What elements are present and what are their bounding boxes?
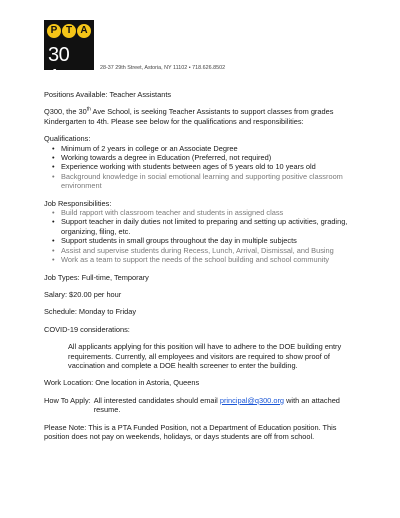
logo-wordmark: 30 Av xyxy=(48,44,70,88)
work-location: Work Location: One location in Astoria, Queens xyxy=(44,378,200,388)
responsibilities-heading: Job Responsibilities: xyxy=(44,198,112,208)
list-item: • Work as a team to support the needs of the school building and school community xyxy=(44,255,360,264)
please-note: Please Note: This is a PTA Funded Position, not a Department of Education position. This position does not pay on weekends, holidays, or days students are off from school. xyxy=(44,422,337,441)
job-types: Job Types: Full-time, Temporary xyxy=(44,272,149,282)
logo-letter-p: P xyxy=(47,24,61,38)
schedule: Schedule: Monday to Friday xyxy=(44,307,137,317)
covid-text: All applicants applying for this position will have to adhere to the DOE building entry requirements. Currently, all employees and visitors are required to show proof of vaccination and complete a DOE health screener to enter the building. xyxy=(68,342,342,370)
how-to-apply xyxy=(44,396,360,415)
qualifications-heading: Qualifications: xyxy=(44,134,91,144)
intro-paragraph xyxy=(44,107,360,126)
list-item: • Assist and supervise students during Recess, Lunch, Arrival, Dismissal, and Busing xyxy=(44,246,360,255)
intro-superscript: th xyxy=(86,106,91,113)
list-item: • Minimum of 2 years in college or an Associate Degree xyxy=(44,144,360,153)
salary: Salary: $20.00 per hour xyxy=(44,289,122,299)
list-item: • Build rapport with classroom teacher and students in assigned class xyxy=(44,208,360,217)
page-title: Positions Available: Teacher Assistants xyxy=(44,90,172,99)
logo-letter-t: T xyxy=(62,24,76,38)
pta-letter-circles xyxy=(47,24,91,38)
school-address: 28-37 29th Street, Astoria, NY 11102 • 718.626.8502 xyxy=(100,65,226,71)
how-to-apply-label: How To Apply: xyxy=(44,395,91,405)
responsibilities-list xyxy=(44,208,360,264)
email-link[interactable]: principal@q300.org xyxy=(219,395,285,405)
how-to-apply-text xyxy=(94,396,360,415)
how-to-apply-after: with an attached resume. xyxy=(93,395,340,415)
qualifications-list xyxy=(44,144,360,191)
list-item: • Support students in small groups throughout the day in multiple subjects xyxy=(44,236,360,245)
list-item: • Experience working with students between ages of 5 years old to 10 years old xyxy=(44,162,360,171)
how-to-apply-before: All interested candidates should email xyxy=(93,395,220,405)
pta-logo xyxy=(44,20,94,88)
intro-text-start: Q300, the 30 xyxy=(44,107,87,117)
list-item: • Support teacher in daily duties not limited to preparing and setting up activities, grading, organizing, filing, etc. xyxy=(44,217,360,236)
document-body xyxy=(44,90,360,441)
intro-text-end: Ave School, is seeking Teacher Assistants to support classes from grades Kindergarten to 4th. Please see below for the qualifications and responsibilities: xyxy=(44,107,334,126)
covid-heading: COVID-19 considerations: xyxy=(44,324,130,334)
logo-letter-a: A xyxy=(77,24,91,38)
list-item: • Working towards a degree in Education (Preferred, not required) xyxy=(44,153,360,162)
list-item: • Background knowledge in social emotional learning and supporting positive classroom environment xyxy=(44,172,360,191)
